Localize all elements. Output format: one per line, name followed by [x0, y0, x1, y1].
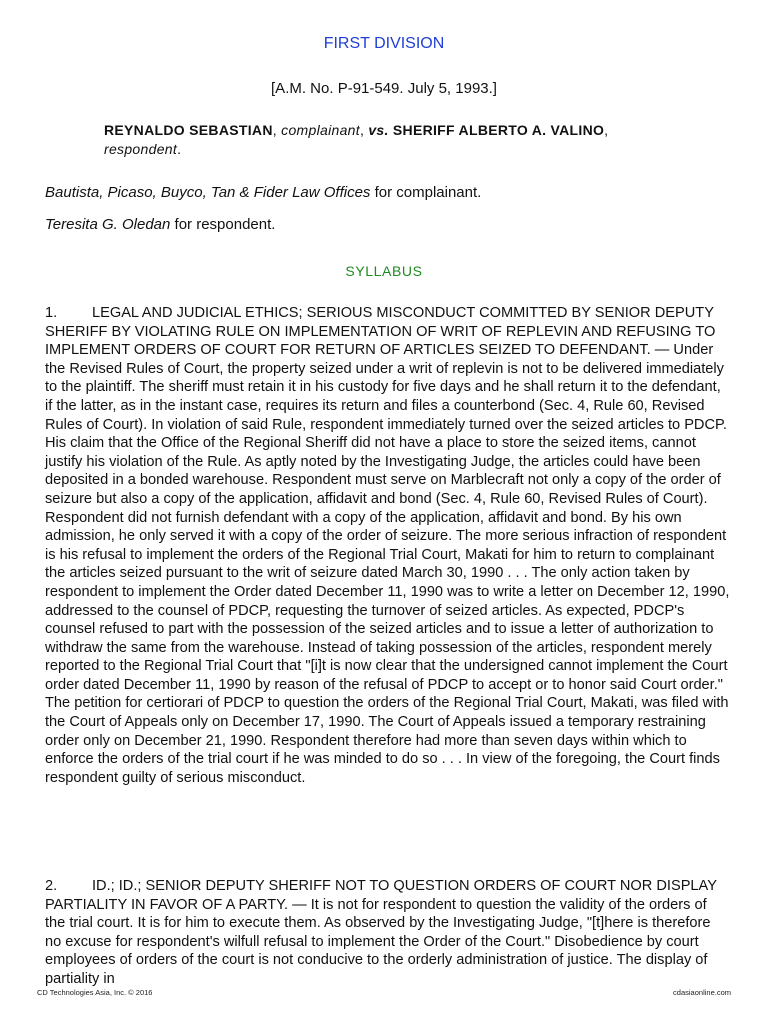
case-citation: [A.M. No. P-91-549. July 5, 1993.]	[271, 80, 497, 97]
footer-copyright: CD Technologies Asia, Inc. © 2016	[37, 988, 153, 997]
counsel-name: Bautista, Picaso, Buyco, Tan & Fider Law Offices	[45, 184, 371, 201]
counsel-respondent	[45, 216, 275, 233]
counsel-role: for respondent.	[170, 216, 276, 233]
paragraph-text: LEGAL AND JUDICIAL ETHICS; SERIOUS MISCONDUCT COMMITTED BY SENIOR DEPUTY SHERIFF BY VIOLATING RULE ON IMPLEMENTATION OF WRIT OF REPLEVIN AND REFUSING TO IMPLEMENT ORDERS OF COURT FOR RETURN OF ARTICLES SEIZED TO DEFENDANT. — Under the Revised Rules of Court, the property seized under a writ of replevin is not to be delivered immediately to the plaintiff. The sheriff must retain it in his custody for five days and he shall return it to the defendant, if the latter, as in the instant case, requires its return and files a counterbond (Sec. 4, Rule 60, Revised Rules of Court). In violation of said Rule, respondent immediately turned over the seized articles to PDCP. His claim that the Office of the Regional Sheriff did not have a place to store the seized items, cannot justify his violation of the Rule. As aptly noted by the Investigating Judge, the articles could have been deposited in a bonded warehouse. Respondent must serve on Marblecraft not only a copy of the order of seizure but also a copy of the application, affidavit and bond (Sec. 4, Rule 60, Revised Rules of Court). Respondent did not furnish defendant with a copy of the application, affidavit and bond. By his own admission, he only served it with a copy of the order of seizure. The more serious infraction of respondent is his refusal to implement the orders of the Regional Trial Court, Makati for him to return to complainant the articles seized pursuant to the writ of seizure dated March 30, 1990 . . . The only action taken by respondent to implement the Order dated December 11, 1990 was to write a letter on December 12, 1990, addressed to the counsel of PDCP, requesting the turnover of seized articles. As expected, PDCP's counsel refused to part with the possession of the seized articles and to issue a letter of authorization to withdraw the same from the warehouse. Instead of taking possession of the articles, respondent merely reported to the Regional Trial Court that "[i]t is now clear that the undersigned cannot implement the Court order dated December 11, 1990 by reason of the refusal of PDCP to accept or to honor said Court order." The petition for certiorari of PDCP to question the orders of the Regional Trial Court, Makati, was filed with the Court of Appeals only on December 17, 1990. The Court of Appeals issued a temporary restraining order only on December 21, 1990. Respondent therefore had more than seven days within which to enforce the orders of the trial court if he was minded to do so . . . In view of the foregoing, the Court finds respondent guilty of serious misconduct.	[45, 305, 730, 786]
counsel-complainant	[45, 184, 481, 201]
versus-label: vs.	[368, 122, 389, 138]
division-heading: FIRST DIVISION	[323, 35, 445, 52]
paragraph-number: 1.	[45, 305, 58, 321]
counsel-role: for complainant.	[370, 184, 482, 201]
syllabus-paragraph	[45, 304, 730, 787]
complainant-name: REYNALDO SEBASTIAN	[104, 122, 273, 138]
paragraph-number: 2.	[45, 878, 58, 894]
complainant-role: complainant	[281, 122, 360, 138]
paragraph-text: ID.; ID.; SENIOR DEPUTY SHERIFF NOT TO QUESTION ORDERS OF COURT NOR DISPLAY PARTIALITY IN FAVOR OF A PARTY. — It is not for respondent to question the validity of the orders of the trial court. It is for him to execute them. As observed by the Investigating Judge, "[t]here is therefore no excuse for respondent's wilfull refusal to implement the Order of the Court." Disobedience by court employees of orders of the court is not conducive to the orderly administration of justice. The display of partiality in	[45, 878, 717, 987]
respondent-name: SHERIFF ALBERTO A. VALINO	[388, 122, 605, 138]
parties-end: .	[177, 141, 182, 157]
respondent-role: respondent	[104, 141, 178, 157]
parties-separator: ,	[359, 122, 369, 138]
parties-separator: ,	[604, 122, 609, 138]
syllabus-heading: SYLLABUS	[345, 263, 423, 279]
case-parties	[104, 121, 664, 159]
syllabus-paragraph	[45, 877, 730, 989]
counsel-name: Teresita G. Oledan	[45, 216, 171, 233]
footer-website: cdasiaonline.com	[673, 988, 731, 997]
parties-separator: ,	[272, 122, 282, 138]
